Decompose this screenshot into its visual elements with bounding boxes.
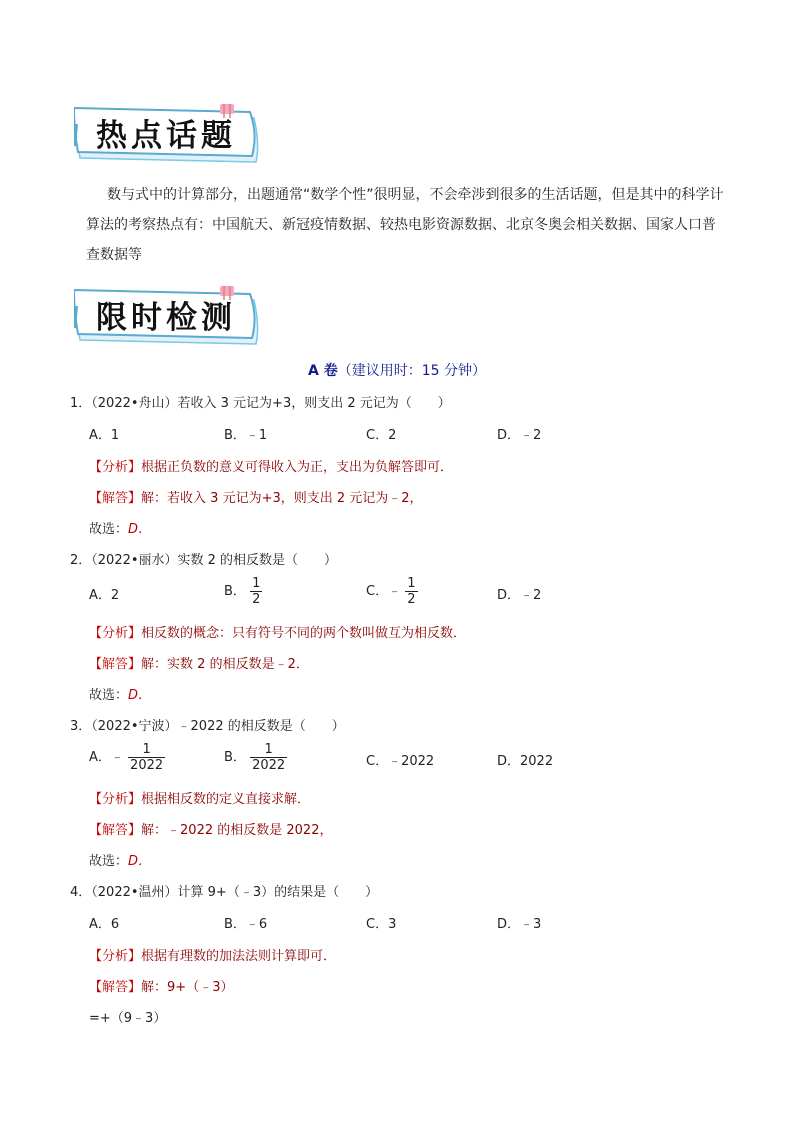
q4-analysis: 【分析】根据有理数的加法法则计算即可． bbox=[89, 949, 337, 964]
q2-answer: 【解答】解：实数 2 的相反数是﹣2． bbox=[89, 657, 309, 672]
q3-option-b: B． $\frac{1}{2022}$ bbox=[224, 742, 286, 773]
question-1-stem: 1．（2022•舟山）若收入 3 元记为+3，则支出 2 元记为（ ） bbox=[70, 396, 451, 411]
q3-option-a: A．﹣ $\frac{1}{2022}$ bbox=[89, 742, 164, 773]
question-3-stem: 3．（2022•宁波）﹣2022 的相反数是（ ） bbox=[70, 719, 345, 734]
intro-paragraph: 数与式中的计算部分，出题通常“数学个性”很明显，不会牵涉到很多的生活话题，但是其中的科学计算法的考察热点有：中国航天、新冠疫情数据、较热电影资源数据、北京冬奥会相关数据、国家人口普查数据等 bbox=[86, 187, 724, 263]
fraction: $\frac{1}{2}$ bbox=[407, 576, 416, 607]
q2-option-a: A．2 bbox=[89, 588, 120, 603]
q4-option-b: B．﹣6 bbox=[224, 917, 268, 932]
q4-answer: 【解答】解：9+（﹣3） bbox=[89, 980, 234, 995]
banner-title: 热点话题 bbox=[96, 118, 236, 154]
fraction: $\frac{1}{2022}$ bbox=[252, 742, 286, 773]
fraction: $\frac{1}{2022}$ bbox=[130, 742, 164, 773]
q2-option-d: D．﹣2 bbox=[497, 588, 542, 603]
section-title: A 卷（建议用时：15 分钟） bbox=[308, 363, 486, 379]
q3-answer: 【解答】解：﹣2022 的相反数是 2022， bbox=[89, 823, 333, 838]
q1-option-a: A．1 bbox=[89, 428, 120, 443]
question-2-stem: 2．（2022•丽水）实数 2 的相反数是（ ） bbox=[70, 553, 338, 568]
q4-step: =+（9﹣3） bbox=[89, 1011, 167, 1026]
timed-test-banner bbox=[74, 286, 262, 342]
q2-option-b: B． $\frac{1}{2}$ bbox=[224, 576, 261, 607]
q3-analysis: 【分析】根据相反数的定义直接求解． bbox=[89, 792, 311, 807]
q2-choice: 故选：D． bbox=[89, 688, 152, 703]
q1-answer: 【解答】解：若收入 3 元记为+3，则支出 2 元记为﹣2， bbox=[89, 491, 423, 506]
q4-option-a: A．6 bbox=[89, 917, 120, 932]
q2-analysis: 【分析】相反数的概念：只有符号不同的两个数叫做互为相反数． bbox=[89, 626, 467, 641]
q3-option-c: C．﹣2022 bbox=[366, 754, 435, 769]
q1-option-d: D．﹣2 bbox=[497, 428, 542, 443]
hot-topic-banner bbox=[74, 104, 262, 160]
q1-choice: 故选：D． bbox=[89, 522, 152, 537]
q1-analysis: 【分析】根据正负数的意义可得收入为正，支出为负解答即可． bbox=[89, 460, 454, 475]
q2-option-c: C．﹣ $\frac{1}{2}$ bbox=[366, 576, 416, 607]
q1-option-b: B．﹣1 bbox=[224, 428, 268, 443]
fraction: $\frac{1}{2}$ bbox=[252, 576, 261, 607]
q4-option-d: D．﹣3 bbox=[497, 917, 542, 932]
question-4-stem: 4．（2022•温州）计算 9+（﹣3）的结果是（ ） bbox=[70, 885, 379, 900]
q1-option-c: C．2 bbox=[366, 428, 397, 443]
banner-title: 限时检测 bbox=[96, 300, 236, 336]
q4-option-c: C．3 bbox=[366, 917, 397, 932]
q3-choice: 故选：D． bbox=[89, 854, 152, 869]
q3-option-d: D．2022 bbox=[497, 754, 554, 769]
